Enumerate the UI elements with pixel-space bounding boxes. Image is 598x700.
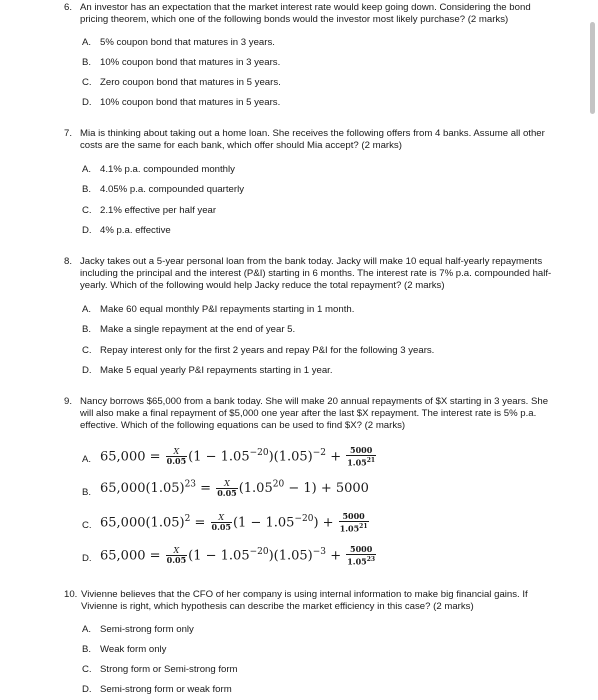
question-number: 6. — [64, 2, 73, 13]
option-letter: C. — [82, 77, 92, 88]
option-text: Semi-strong form or weak form — [100, 684, 232, 695]
option-text: Weak form only — [100, 644, 167, 655]
option-letter: B. — [82, 184, 92, 195]
option-text: 4.1% p.a. compounded monthly — [100, 164, 235, 175]
question-number: 7. — [64, 128, 73, 139]
option-letter: A. — [82, 624, 92, 635]
option-letter: D. — [82, 225, 92, 236]
equation-b: $65,000(1.05)^{23}$ = $\frac{X}{0.05}$ (1.05$^{20}$ − 1) + 5000 — [100, 479, 369, 498]
option-text: Make 5 equal yearly P&I repayments starting in 1 year. — [100, 365, 333, 376]
question-stem: Nancy borrows $65,000 from a bank today. She will make 20 annual repayments of $X starting in 3 years. She will also make a final repayment of $5,000 one year after the last $X repayment. The interest rate is 5% p.a. effective. Which of the following equations can be used to find $X? (2 marks) — [80, 396, 549, 431]
equation-a: 65,000 = $\frac{X}{0.05}$ $(1 - 1.05^{-20})(1.05)^{-2}$ + $\frac{5000}{1.05^{21}}$ — [100, 445, 376, 468]
option-text: Make a single repayment at the end of year 5. — [100, 324, 296, 335]
option-7a[interactable] — [82, 164, 235, 176]
question-number: 8. — [64, 256, 73, 267]
option-6b[interactable] — [82, 57, 280, 69]
option-10c[interactable] — [82, 664, 238, 676]
option-6a[interactable] — [82, 37, 275, 49]
option-8b[interactable] — [82, 324, 295, 336]
option-letter: A. — [82, 454, 92, 465]
option-10b[interactable] — [82, 644, 166, 656]
option-letter: D. — [82, 684, 92, 695]
option-text: Repay interest only for the first 2 years and repay P&I for the following 3 years. — [100, 345, 435, 356]
option-8d[interactable] — [82, 365, 333, 377]
option-letter: C. — [82, 205, 92, 216]
option-10a[interactable] — [82, 624, 194, 636]
option-text: Strong form or Semi-strong form — [100, 664, 238, 675]
option-7c[interactable] — [82, 205, 216, 217]
option-text: 5% coupon bond that matures in 3 years. — [100, 37, 275, 48]
question-number: 10. — [64, 589, 78, 600]
option-letter: C. — [82, 345, 92, 356]
question-stem: An investor has an expectation that the market interest rate would keep going down. Considering the bond pricing theorem, which one of the following bonds would the investor most likely purchase? (2 marks) — [80, 2, 531, 25]
option-text: Semi-strong form only — [100, 624, 194, 635]
option-text: Zero coupon bond that matures in 5 years. — [100, 77, 281, 88]
option-7b[interactable] — [82, 184, 244, 196]
option-8c[interactable] — [82, 345, 434, 357]
equation-c: $65,000(1.05)^2$ = $\frac{X}{0.05}$ $(1 - 1.05^{-20})$ + $\frac{5000}{1.05^{21}}$ — [100, 511, 368, 534]
option-letter: B. — [82, 324, 92, 335]
option-letter: B. — [82, 487, 92, 498]
option-8a[interactable] — [82, 304, 354, 316]
option-letter: B. — [82, 57, 92, 68]
option-letter: A. — [82, 37, 92, 48]
option-letter: D. — [82, 365, 92, 376]
option-6d[interactable] — [82, 97, 280, 109]
scrollbar[interactable] — [590, 22, 595, 114]
option-text: 10% coupon bond that matures in 5 years. — [100, 97, 281, 108]
option-text: 4.05% p.a. compounded quarterly — [100, 184, 244, 195]
question-stem: Jacky takes out a 5-year personal loan from the bank today. Jacky will make 10 equal half-yearly repayments including the principal and the interest (P&I) starting in 6 months. The interest rate is 7% p.a. compounded half-yearly. Which of the following would help Jacky reduce the total repayment? (2 marks) — [80, 256, 552, 291]
question-stem: Vivienne believes that the CFO of her company is using internal information to make big financial gains. If Vivienne is right, which hypothesis can describe the market efficiency in this case? (2 marks) — [81, 589, 528, 612]
option-text: 4% p.a. effective — [100, 225, 171, 236]
question-stem: Mia is thinking about taking out a home loan. She receives the following offers from 4 banks. Assume all other costs are the same for each bank, which offer should Mia accept? (2 marks) — [80, 128, 545, 151]
option-letter: D. — [82, 553, 92, 564]
question-number: 9. — [64, 396, 73, 407]
option-letter: D. — [82, 97, 92, 108]
option-text: 10% coupon bond that matures in 3 years. — [100, 57, 281, 68]
option-text: Make 60 equal monthly P&I repayments starting in 1 month. — [100, 304, 355, 315]
option-letter: A. — [82, 304, 92, 315]
option-10d[interactable] — [82, 684, 232, 696]
option-6c[interactable] — [82, 77, 281, 89]
option-letter: C. — [82, 664, 92, 675]
option-letter: B. — [82, 644, 92, 655]
option-text: 2.1% effective per half year — [100, 205, 217, 216]
option-letter: C. — [82, 520, 92, 531]
option-7d[interactable] — [82, 225, 171, 237]
option-letter: A. — [82, 164, 92, 175]
equation-d: 65,000 = $\frac{X}{0.05}$ $(1 - 1.05^{-20})(1.05)^{-3}$ + $\frac{5000}{1.05^{23}}$ — [100, 544, 376, 567]
